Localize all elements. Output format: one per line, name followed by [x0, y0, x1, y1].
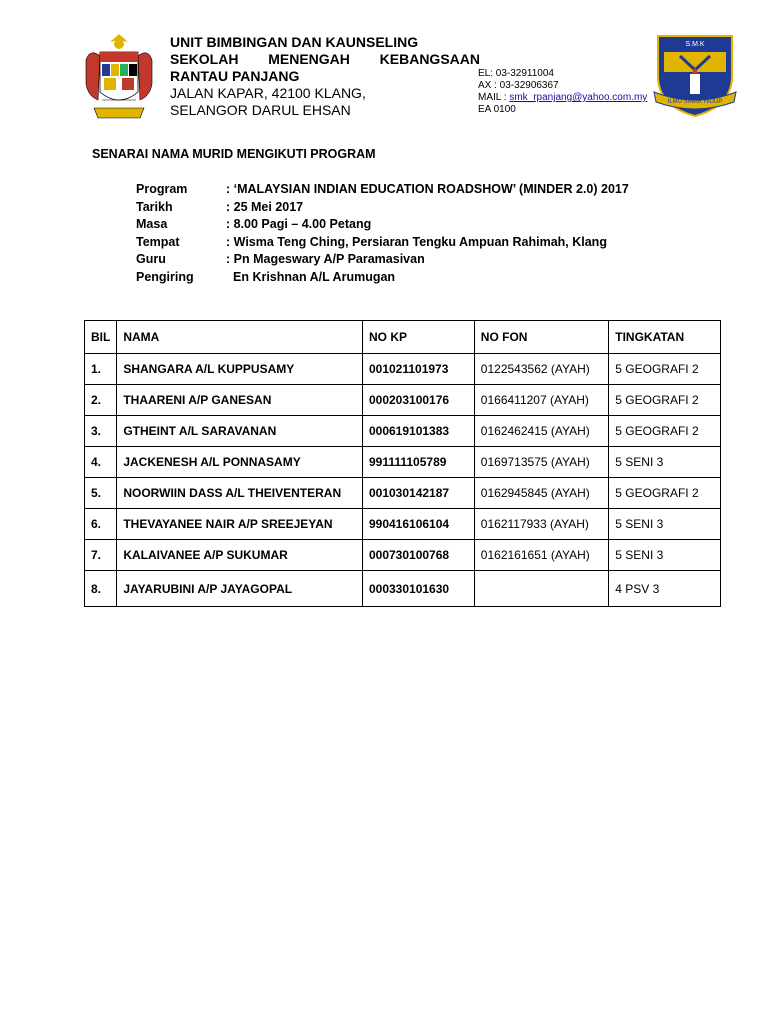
cell-nokp: 000730100768: [362, 540, 474, 571]
cell-bil: 8.: [85, 571, 117, 607]
detail-value: : 25 Mei 2017: [226, 199, 304, 214]
student-table: [84, 320, 721, 607]
table-header-row: [85, 321, 721, 354]
document-title: SENARAI NAMA MURID MENGIKUTI PROGRAM: [92, 147, 376, 161]
school-location: RANTAU PANJANG: [170, 68, 300, 84]
cell-nokp: 990416106104: [362, 509, 474, 540]
table-row: [85, 540, 721, 571]
cell-bil: 6.: [85, 509, 117, 540]
detail-value: : ‘MALAYSIAN INDIAN EDUCATION ROADSHOW’ (MINDER 2.0) 2017: [226, 182, 629, 196]
col-tingkatan: TINGKATAN: [609, 321, 721, 354]
cell-tingkatan: 5 SENI 3: [609, 447, 721, 478]
detail-label: Masa: [136, 217, 168, 231]
program-details: [136, 181, 629, 286]
col-bil: BIL: [85, 321, 117, 354]
address-line-1: JALAN KAPAR, 42100 KLANG,: [170, 85, 366, 101]
table-row: [85, 571, 721, 607]
cell-nama: SHANGARA A/L KUPPUSAMY: [117, 354, 363, 385]
cell-bil: 2.: [85, 385, 117, 416]
school-header: [170, 34, 480, 119]
cell-bil: 3.: [85, 416, 117, 447]
school-name-line: [170, 51, 480, 68]
unit-name: UNIT BIMBINGAN DAN KAUNSELING: [170, 34, 419, 50]
cell-nofon: [474, 571, 608, 607]
fax: AX : 03-32906367: [478, 80, 559, 91]
table-row: [85, 478, 721, 509]
school-word: SEKOLAH: [170, 51, 239, 67]
detail-extra: En Krishnan A/L Arumugan: [233, 269, 396, 284]
phone: EL: 03-32911004: [478, 68, 554, 79]
cell-nofon: 0166411207 (AYAH): [474, 385, 608, 416]
detail-row: [136, 199, 629, 217]
detail-label: Program: [136, 182, 188, 196]
school-word: KEBANGSAAN: [379, 51, 480, 67]
cell-nama: THAARENI A/P GANESAN: [117, 385, 363, 416]
cell-bil: 1.: [85, 354, 117, 385]
cell-tingkatan: 5 SENI 3: [609, 540, 721, 571]
col-nama: NAMA: [117, 321, 363, 354]
detail-label: Tempat: [136, 234, 180, 249]
detail-value: : 8.00 Pagi – 4.00 Petang: [226, 217, 372, 231]
school-code: EA 0100: [478, 104, 516, 115]
table-row: [85, 385, 721, 416]
cell-bil: 5.: [85, 478, 117, 509]
cell-nokp: 000203100176: [362, 385, 474, 416]
cell-tingkatan: 4 PSV 3: [609, 571, 721, 607]
cell-nokp: 000619101383: [362, 416, 474, 447]
cell-nama: GTHEINT A/L SARAVANAN: [117, 416, 363, 447]
table-row: [85, 509, 721, 540]
school-word: MENENGAH: [268, 51, 350, 67]
cell-nofon: 0162945845 (AYAH): [474, 478, 608, 509]
detail-row: [136, 181, 629, 199]
badge-motto: ILMU SINAR HIDUP: [667, 99, 723, 105]
cell-tingkatan: 5 SENI 3: [609, 509, 721, 540]
address-line-2: SELANGOR DARUL EHSAN: [170, 102, 351, 118]
detail-label: Tarikh: [136, 199, 173, 214]
cell-nama: JAYARUBINI A/P JAYAGOPAL: [117, 571, 363, 607]
detail-value: : Pn Mageswary A/P Paramasivan: [226, 252, 425, 266]
table-row: [85, 354, 721, 385]
school-badge-logo: [650, 30, 740, 118]
cell-nokp: 991111105789: [362, 447, 474, 478]
table-row: [85, 416, 721, 447]
col-nofon: NO FON: [474, 321, 608, 354]
cell-bil: 7.: [85, 540, 117, 571]
cell-nama: KALAIVANEE A/P SUKUMAR: [117, 540, 363, 571]
email-label: MAIL :: [478, 92, 510, 103]
cell-nofon: 0162161651 (AYAH): [474, 540, 608, 571]
cell-nama: THEVAYANEE NAIR A/P SREEJEYAN: [117, 509, 363, 540]
table-row: [85, 447, 721, 478]
detail-label: Guru Pengiring: [136, 252, 194, 284]
detail-row: [136, 216, 629, 234]
cell-nokp: 001021101973: [362, 354, 474, 385]
cell-tingkatan: 5 GEOGRAFI 2: [609, 416, 721, 447]
cell-nokp: 001030142187: [362, 478, 474, 509]
detail-value: : Wisma Teng Ching, Persiaran Tengku Ampuan Rahimah, Klang: [226, 234, 607, 249]
cell-nofon: 0162117933 (AYAH): [474, 509, 608, 540]
cell-nofon: 0162462415 (AYAH): [474, 416, 608, 447]
email-link[interactable]: smk_rpanjang@yahoo.com.my: [509, 92, 648, 103]
detail-row: [136, 234, 629, 252]
badge-top-text: S.M.K: [685, 41, 705, 48]
malaysia-crest-logo: [80, 30, 158, 130]
cell-nama: NOORWIIN DASS A/L THEIVENTERAN: [117, 478, 363, 509]
cell-tingkatan: 5 GEOGRAFI 2: [609, 385, 721, 416]
cell-nofon: 0169713575 (AYAH): [474, 447, 608, 478]
email-row: [478, 92, 648, 104]
cell-nofon: 0122543562 (AYAH): [474, 354, 608, 385]
col-nokp: NO KP: [362, 321, 474, 354]
cell-nama: JACKENESH A/L PONNASAMY: [117, 447, 363, 478]
cell-tingkatan: 5 GEOGRAFI 2: [609, 478, 721, 509]
contact-info: [478, 68, 648, 116]
cell-bil: 4.: [85, 447, 117, 478]
cell-nokp: 000330101630: [362, 571, 474, 607]
cell-tingkatan: 5 GEOGRAFI 2: [609, 354, 721, 385]
